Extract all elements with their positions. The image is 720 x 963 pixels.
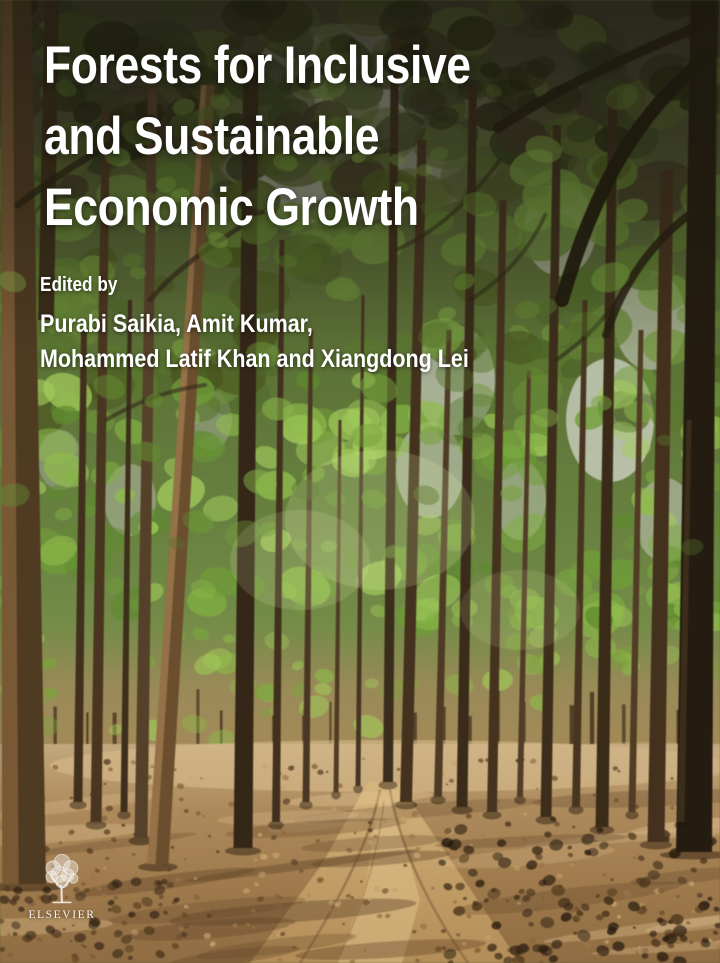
editors-line-2: Mohammed Latif Khan and Xiangdong Lei — [40, 345, 469, 373]
title-line-1: Forests for Inclusive — [44, 36, 471, 95]
edited-by-label: Edited by — [40, 274, 118, 296]
editors-block — [40, 274, 469, 377]
elsevier-logo — [27, 852, 97, 921]
book-title — [44, 30, 471, 243]
editors-line-1: Purabi Saikia, Amit Kumar, — [40, 310, 313, 338]
title-line-2: and Sustainable — [44, 107, 380, 166]
elsevier-tree-icon — [38, 852, 86, 908]
publisher-name: ELSEVIER — [28, 909, 96, 921]
title-line-3: Economic Growth — [44, 178, 419, 237]
